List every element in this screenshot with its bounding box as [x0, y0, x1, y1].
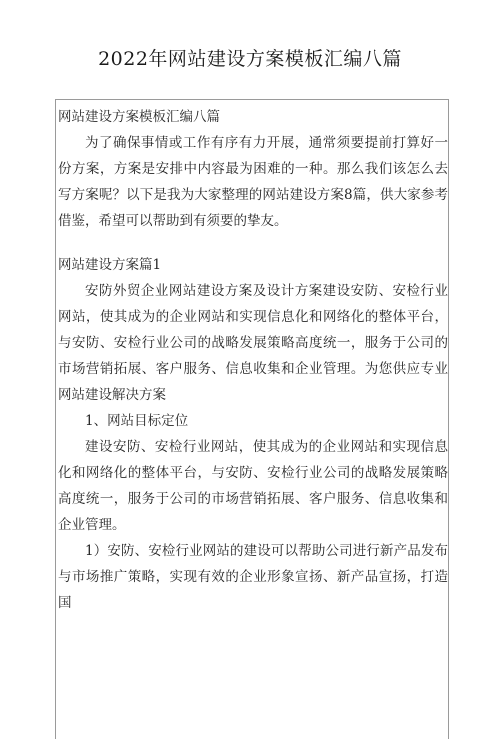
- body-paragraph-1: 安防外贸企业网站建设方案及设计方案建设安防、安检行业网站，使其成为的企业网站和实现信息化和网络化的整体平台，与安防、安检行业公司的战略发展策略高度统一，服务于公司的市场营销拓展、客户服务、信息收集和企业管理。为您供应专业网站建设解决方案: [58, 283, 448, 403]
- document-body: [58, 104, 448, 616]
- document-heading: 网站建设方案模板汇编八篇: [58, 109, 220, 125]
- body-paragraph-2: 建设安防、安检行业网站，使其成为的企业网站和实现信息化和网络化的整体平台，与安防、安检行业公司的战略发展策略高度统一，服务于公司的市场营销拓展、客户服务、信息收集和企业管理。: [58, 439, 448, 533]
- document-title: 2022年网站建设方案模板汇编八篇: [98, 48, 402, 70]
- body-paragraph-3: 1）安防、安检行业网站的建设可以帮助公司进行新产品发布与市场推广策略，实现有效的企业形象宣扬、新产品宣扬，打造国: [58, 543, 448, 611]
- section-title: 网站建设方案篇1: [58, 257, 162, 273]
- spacer: [58, 234, 448, 252]
- subheading-target: 1、网站目标定位: [85, 413, 189, 429]
- intro-paragraph: 为了确保事情或工作有序有力开展，通常须要提前打算好一份方案，方案是安排中内容最为困难的一种。那么我们该怎么去写方案呢？以下是我为大家整理的网站建设方案8篇，供大家参考借鉴，希望可以帮助到有须要的挚友。: [58, 135, 448, 229]
